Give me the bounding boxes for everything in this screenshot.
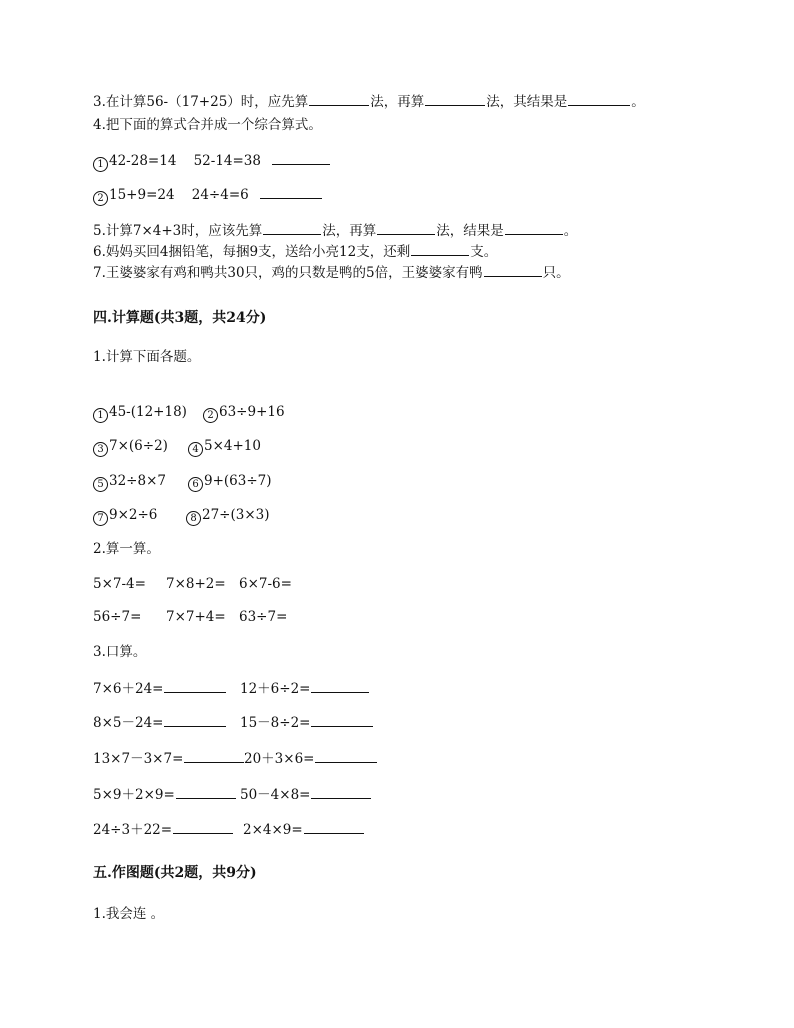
circled-number-icon: 5 [93, 477, 108, 492]
oral-item: 56÷7= [93, 609, 142, 625]
mental-item: 2×4×9= [243, 824, 365, 838]
oral-item: 5×7-4= [93, 576, 146, 592]
calc-item [188, 440, 261, 457]
answer-blank[interactable] [311, 691, 369, 693]
calc-item [186, 509, 270, 526]
calc-expression: 32÷8×7 [109, 473, 166, 489]
mental-item: 20＋3×6= [244, 753, 378, 767]
calc-expression: 9×2÷6 [109, 507, 158, 523]
question-5-text-c: 法，结果是 [436, 223, 504, 239]
calc-expression: 9+(63÷7) [204, 473, 272, 489]
calc-item [93, 509, 186, 526]
circled-number-icon: 1 [93, 408, 108, 423]
calc-item [188, 475, 272, 492]
question-5-text-a: 5.计算7×4+3时，应该先算 [93, 223, 263, 239]
mental-item: 7×6＋24= [93, 683, 240, 697]
oral-item: 7×8+2= [166, 576, 226, 592]
answer-blank[interactable] [411, 254, 469, 256]
oral-row [93, 578, 292, 592]
question-4-item-2-text: 15+9=24 24÷4=6 [109, 187, 249, 203]
section-5-question-1-title: 1.我会连 。 [93, 906, 165, 922]
answer-blank[interactable] [425, 104, 485, 106]
mental-item: 15－8÷2= [240, 717, 374, 731]
question-3-text-b: 法，再算 [370, 94, 425, 110]
answer-blank[interactable] [311, 797, 371, 799]
question-7-text-a: 7.王婆婆家有鸡和鸭共30只，鸡的只数是鸭的5倍，王婆婆家有鸭 [93, 265, 483, 281]
calc-item [203, 406, 285, 423]
answer-blank[interactable] [184, 761, 244, 763]
calc-item [93, 475, 188, 492]
mental-row [93, 753, 378, 767]
question-4-item-1-text: 42-28=14 52-14=38 [109, 153, 261, 169]
question-5-text-d: 。 [563, 223, 578, 239]
question-3-text-d: 。 [631, 94, 645, 110]
question-7 [93, 267, 570, 281]
answer-blank[interactable] [272, 163, 330, 165]
mental-item: 13×7－3×7= [93, 753, 244, 767]
circled-number-icon: 7 [93, 511, 108, 526]
question-6-text-b: 支。 [470, 244, 498, 260]
question-4: 4.把下面的算式合并成一个综合算式。 [93, 117, 322, 133]
section-5-heading: 五.作图题(共2题，共9分) [93, 865, 257, 881]
question-6 [93, 246, 497, 260]
section-4-question-3-title: 3.口算。 [93, 644, 147, 660]
question-3-text-a: 3.在计算56-（17+25）时，应先算 [93, 94, 309, 110]
section-4-question-1-title: 1.计算下面各题。 [93, 349, 201, 365]
answer-blank[interactable] [309, 104, 369, 106]
answer-blank[interactable] [176, 797, 236, 799]
answer-blank[interactable] [484, 275, 542, 277]
section-4-heading: 四.计算题(共3题，共24分) [93, 310, 267, 326]
question-6-text-a: 6.妈妈买回4捆铅笔，每捆9支，送给小亮12支，还剩 [93, 244, 411, 260]
calc-item [93, 406, 203, 423]
circled-number-icon: 1 [93, 157, 108, 172]
mental-row [93, 789, 372, 803]
mental-item: 24÷3＋22= [93, 824, 243, 838]
answer-blank[interactable] [304, 832, 364, 834]
circled-number-icon: 3 [93, 442, 108, 457]
answer-blank[interactable] [173, 832, 233, 834]
question-4-item-2 [93, 189, 323, 206]
oral-row [93, 611, 287, 625]
circled-number-icon: 2 [93, 191, 108, 206]
circled-number-icon: 4 [188, 442, 203, 457]
calc-expression: 7×(6÷2) [109, 438, 168, 454]
mental-row [93, 683, 370, 697]
calc-row [93, 509, 270, 526]
question-7-text-b: 只。 [542, 265, 570, 281]
calc-expression: 45-(12+18) [109, 404, 187, 420]
answer-blank[interactable] [315, 761, 377, 763]
calc-row [93, 475, 272, 492]
oral-item: 7×7+4= [166, 609, 226, 625]
answer-blank[interactable] [260, 197, 322, 199]
mental-item: 5×9＋2×9= [93, 789, 240, 803]
mental-row [93, 824, 365, 838]
answer-blank[interactable] [164, 725, 226, 727]
circled-number-icon: 2 [203, 408, 218, 423]
calc-item [93, 440, 188, 457]
answer-blank[interactable] [568, 104, 630, 106]
calc-expression: 63÷9+16 [219, 404, 285, 420]
question-5 [93, 225, 577, 239]
question-5-text-b: 法，再算 [322, 223, 377, 239]
mental-item: 50－4×8= [240, 789, 372, 803]
circled-number-icon: 6 [188, 477, 203, 492]
question-4-item-1 [93, 155, 331, 172]
calc-row [93, 406, 285, 423]
answer-blank[interactable] [377, 233, 435, 235]
question-3 [93, 96, 645, 110]
oral-item: 63÷7= [239, 609, 288, 625]
mental-row [93, 717, 374, 731]
mental-item: 8×5－24= [93, 717, 240, 731]
answer-blank[interactable] [164, 691, 226, 693]
answer-blank[interactable] [263, 233, 321, 235]
section-4-question-2-title: 2.算一算。 [93, 541, 160, 557]
mental-item: 12＋6÷2= [240, 683, 370, 697]
question-3-text-c: 法，其结果是 [486, 94, 568, 110]
answer-blank[interactable] [505, 233, 563, 235]
calc-expression: 27÷(3×3) [202, 507, 270, 523]
calc-expression: 5×4+10 [204, 438, 261, 454]
oral-item: 6×7-6= [239, 576, 292, 592]
calc-row [93, 440, 261, 457]
answer-blank[interactable] [311, 725, 373, 727]
circled-number-icon: 8 [186, 511, 201, 526]
